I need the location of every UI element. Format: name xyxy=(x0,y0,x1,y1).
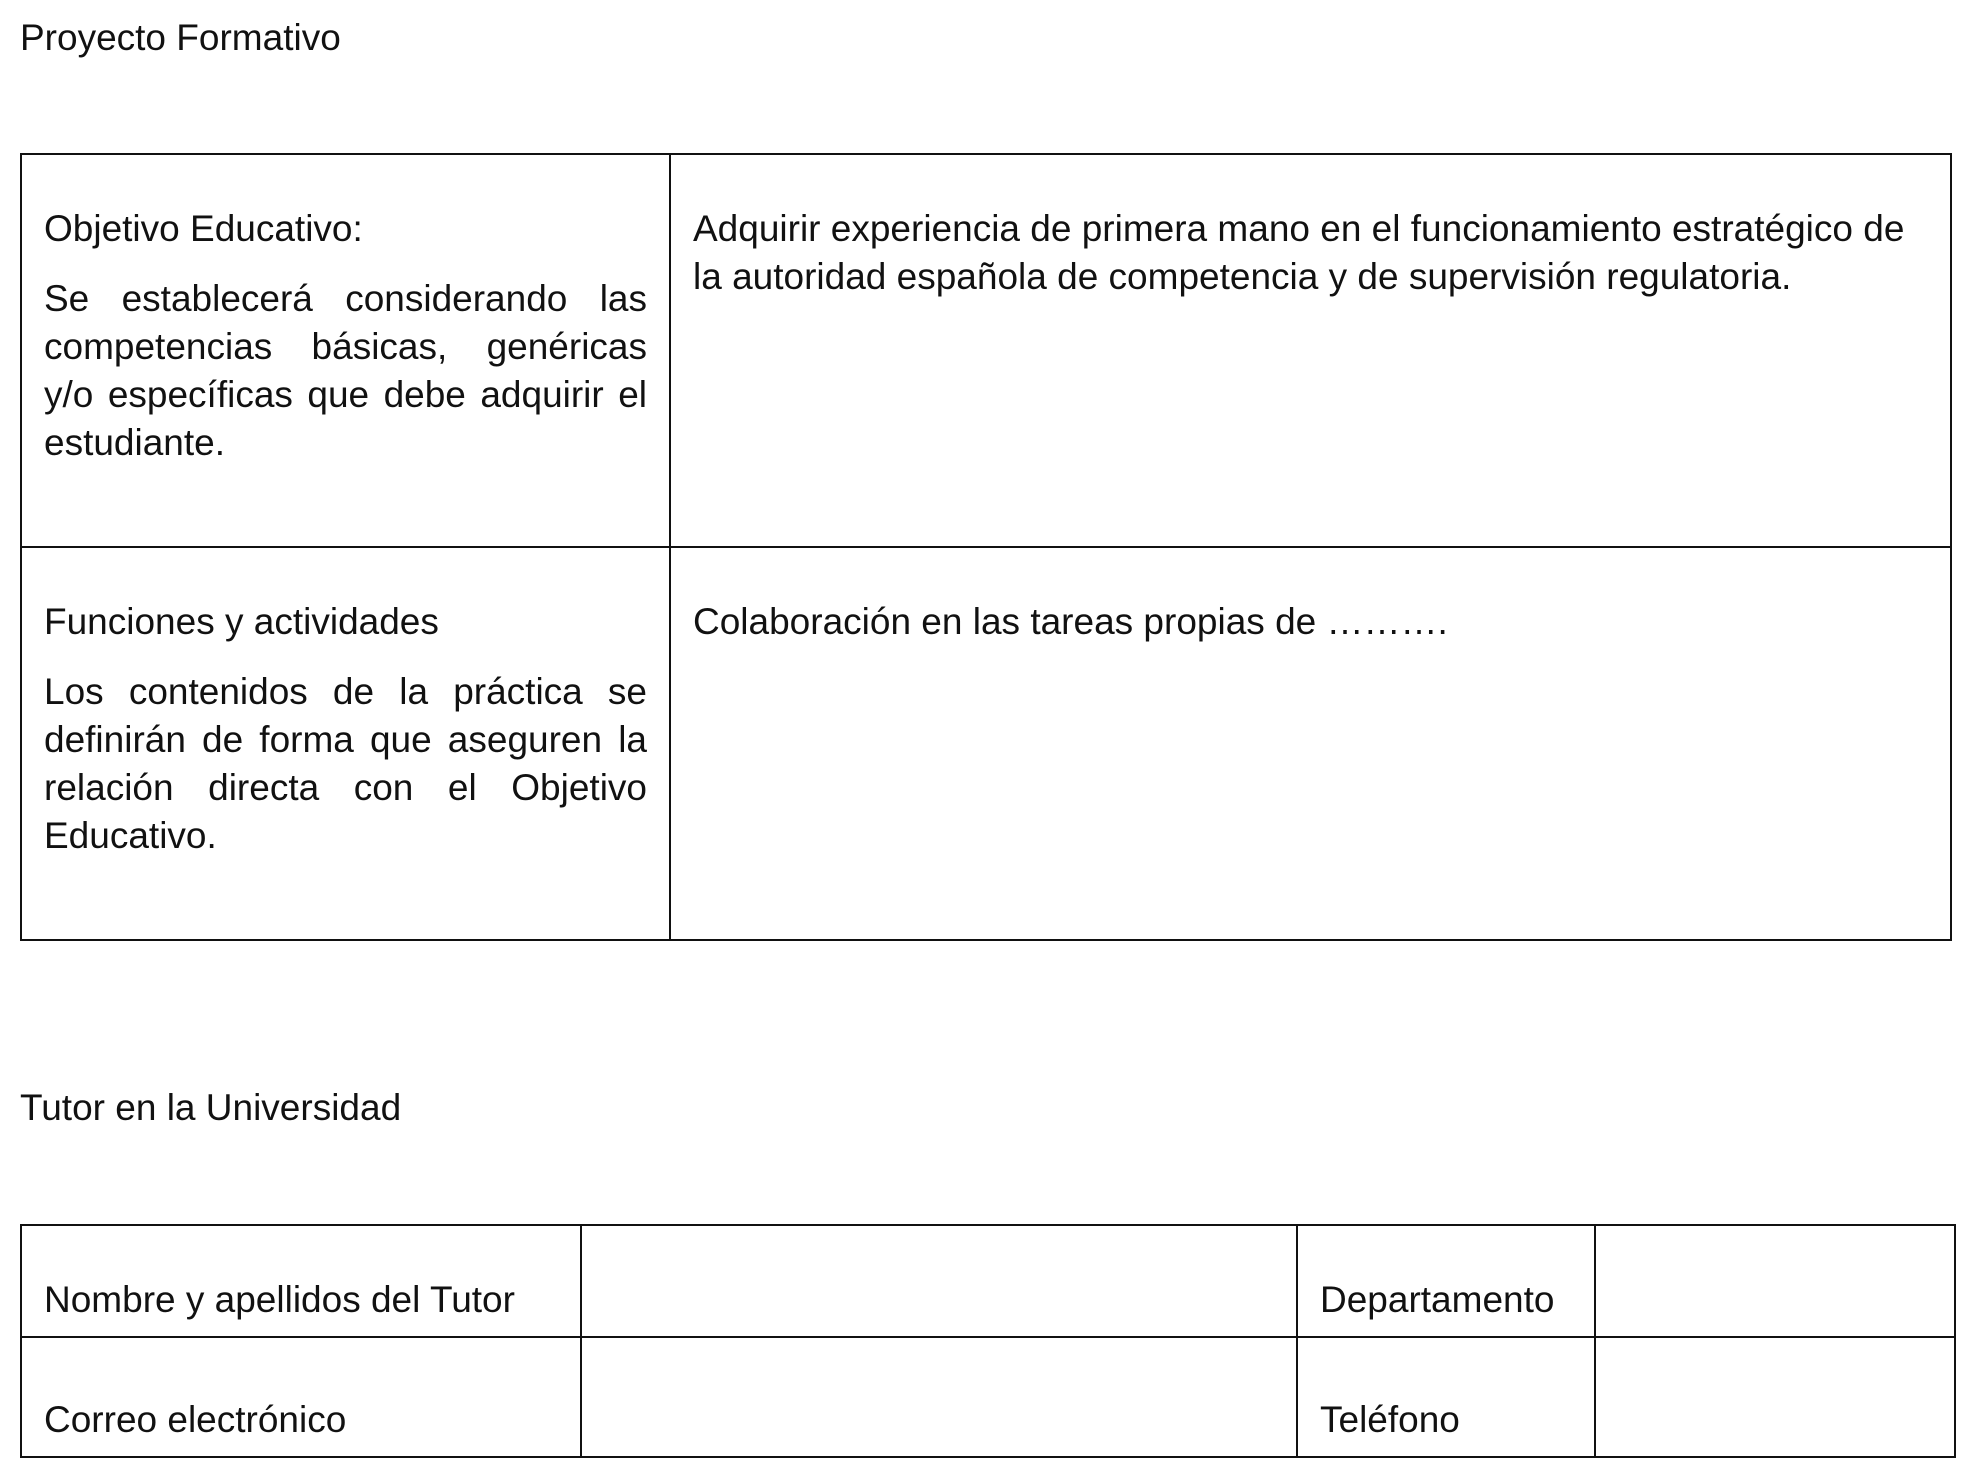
correo-label: Correo electrónico xyxy=(44,1399,347,1440)
objetivo-label-title: Objetivo Educativo: xyxy=(44,208,363,249)
nombre-tutor-label-cell xyxy=(21,1225,581,1337)
section-title-proyecto-formativo: Proyecto Formativo xyxy=(20,17,341,58)
proyecto-formativo-table xyxy=(20,153,1952,941)
nombre-tutor-label: Nombre y apellidos del Tutor xyxy=(44,1279,515,1320)
funciones-label-cell xyxy=(21,547,670,940)
tutor-table xyxy=(20,1224,1956,1458)
nombre-tutor-value[interactable] xyxy=(582,1324,1296,1336)
correo-value[interactable] xyxy=(582,1444,1296,1456)
funciones-label-description: Los contenidos de la práctica se definirán de forma que aseguren la relación directa con el Objetivo Educativo. xyxy=(44,671,647,856)
table-row-correo xyxy=(21,1337,1955,1457)
funciones-label-title: Funciones y actividades xyxy=(44,601,439,642)
departamento-label-cell xyxy=(1297,1225,1595,1337)
telefono-value-cell[interactable] xyxy=(1595,1337,1955,1457)
table-row-nombre xyxy=(21,1225,1955,1337)
departamento-value[interactable] xyxy=(1596,1324,1954,1336)
objetivo-label-description: Se establecerá considerando las competencias básicas, genéricas y/o específicas que debe adquirir el estudiante. xyxy=(44,278,647,463)
telefono-label-cell xyxy=(1297,1337,1595,1457)
section-title-tutor-universidad: Tutor en la Universidad xyxy=(20,1087,402,1128)
departamento-label: Departamento xyxy=(1320,1279,1555,1320)
table-row-objetivo xyxy=(21,154,1951,547)
objetivo-value-cell[interactable] xyxy=(670,154,1951,547)
objetivo-label-cell xyxy=(21,154,670,547)
departamento-value-cell[interactable] xyxy=(1595,1225,1955,1337)
objetivo-value-text: Adquirir experiencia de primera mano en el funcionamiento estratégico de la autoridad española de competencia y de supervisión regulatoria. xyxy=(693,208,1905,297)
funciones-value-cell[interactable] xyxy=(670,547,1951,940)
correo-label-cell xyxy=(21,1337,581,1457)
nombre-tutor-value-cell[interactable] xyxy=(581,1225,1297,1337)
telefono-label: Teléfono xyxy=(1320,1399,1460,1440)
funciones-value-text: Colaboración en las tareas propias de ………. xyxy=(693,601,1448,642)
telefono-value[interactable] xyxy=(1596,1444,1954,1456)
correo-value-cell[interactable] xyxy=(581,1337,1297,1457)
table-row-funciones xyxy=(21,547,1951,940)
